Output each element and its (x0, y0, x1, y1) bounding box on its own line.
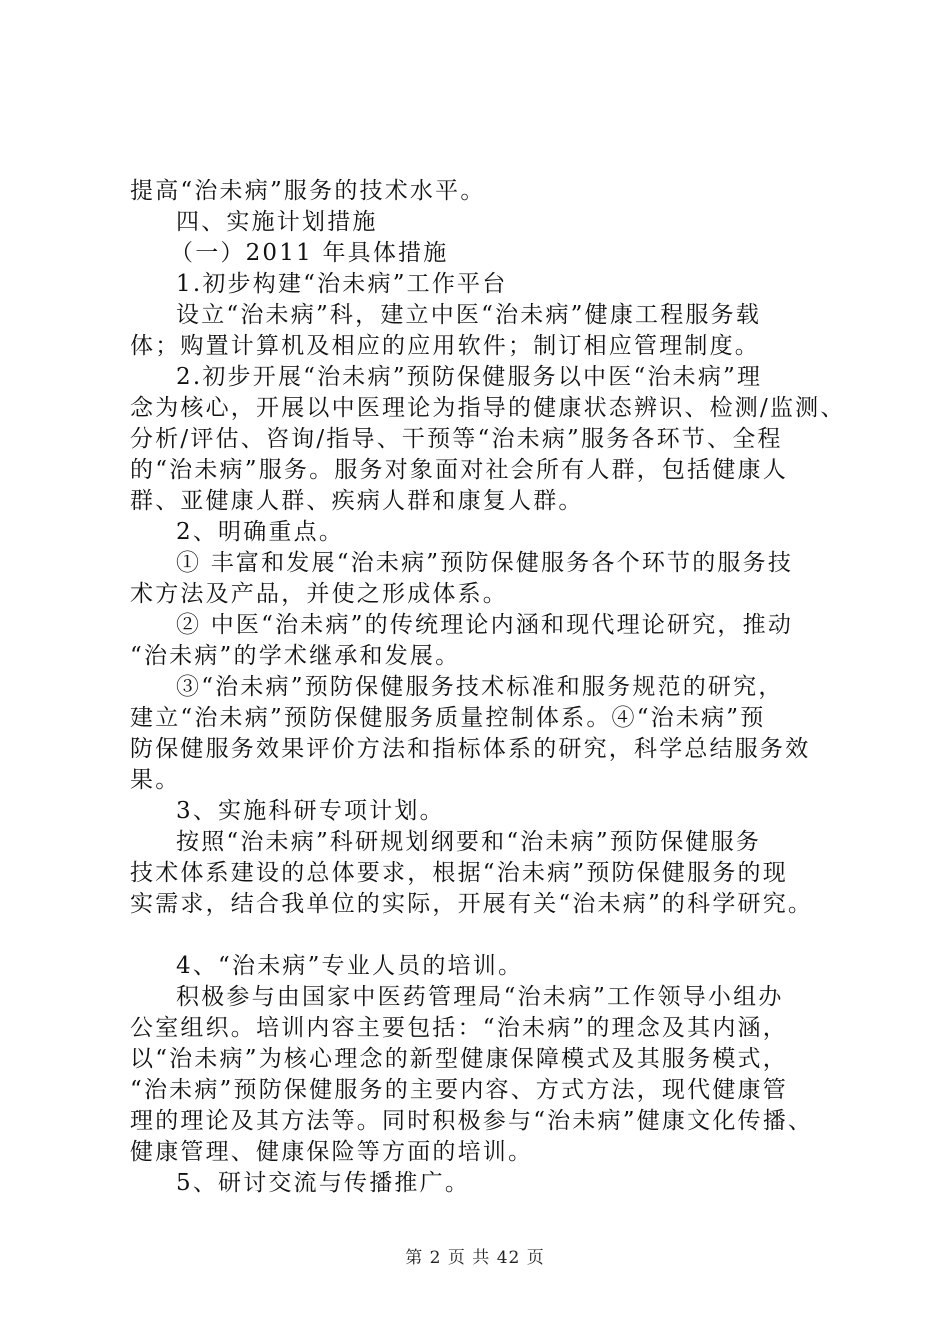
text-line: 念为核心，开展以中医理论为指导的健康状态辨识、检测/监测、 (130, 395, 846, 421)
text-line: 四、实施计划措施 (176, 209, 378, 235)
text-line: 3、实施科研专项计划。 (176, 798, 445, 824)
text-line: 的“治未病”服务。服务对象面对社会所有人群，包括健康人 (130, 457, 788, 483)
text-line: ③“治未病”预防保健服务技术标准和服务规范的研究， (176, 674, 784, 700)
text-line: 技术体系建设的总体要求，根据“治未病”预防保健服务的现 (130, 860, 788, 886)
text-line: 果。 (130, 767, 181, 793)
text-line: 提高“治未病”服务的技术水平。 (130, 178, 486, 204)
text-line: 2、明确重点。 (176, 519, 345, 545)
text-line: 建立“治未病”预防保健服务质量控制体系。④“治未病”预 (130, 705, 766, 731)
text-line: 群、亚健康人群、疾病人群和康复人群。 (130, 488, 584, 514)
text-line: 2.初步开展“治未病”预防保健服务以中医“治未病”理 (176, 364, 763, 390)
document-body (130, 176, 845, 1199)
text-line: 按照“治未病”科研规划纲要和“治未病”预防保健服务 (176, 829, 762, 855)
text-line: 5、研讨交流与传播推广。 (176, 1170, 471, 1196)
text-line: 实需求，结合我单位的实际，开展有关“治未病”的科学研究。 (130, 891, 814, 917)
text-line: “治未病”预防保健服务的主要内容、方式方法，现代健康管 (130, 1077, 788, 1103)
text-line: 防保健服务效果评价方法和指标体系的研究，科学总结服务效 (130, 736, 811, 762)
text-line: ① 丰富和发展“治未病”预防保健服务各个环节的服务技 (176, 550, 794, 576)
page-footer: 第 2 页 共 42 页 (405, 1248, 545, 1268)
text-line: 体；购置计算机及相应的应用软件；制订相应管理制度。 (130, 333, 760, 359)
text-line: 术方法及产品，并使之形成体系。 (130, 581, 508, 607)
text-line: ② 中医“治未病”的传统理论内涵和现代理论研究，推动 (176, 612, 794, 638)
text-line: 以“治未病”为核心理念的新型健康保障模式及其服务模式， (130, 1046, 788, 1072)
text-line: “治未病”的学术继承和发展。 (130, 643, 461, 669)
text-line: 积极参与由国家中医药管理局“治未病”工作领导小组办 (176, 984, 784, 1010)
text-line: 4、“治未病”专业人员的培训。 (176, 953, 524, 979)
text-line: （一）2011 年具体措施 (170, 240, 449, 266)
text-line: 设立“治未病”科，建立中医“治未病”健康工程服务载 (176, 302, 762, 328)
text-line: 理的理论及其方法等。同时积极参与“治未病”健康文化传播、 (130, 1108, 814, 1134)
text-line: 1.初步构建“治未病”工作平台 (176, 271, 508, 297)
text-line: 分析/评估、咨询/指导、干预等“治未病”服务各环节、全程 (130, 426, 783, 452)
blank-line (130, 920, 845, 951)
text-line: 公室组织。培训内容主要包括：“治未病”的理念及其内涵， (130, 1015, 788, 1041)
text-line: 健康管理、健康保险等方面的培训。 (130, 1139, 534, 1165)
